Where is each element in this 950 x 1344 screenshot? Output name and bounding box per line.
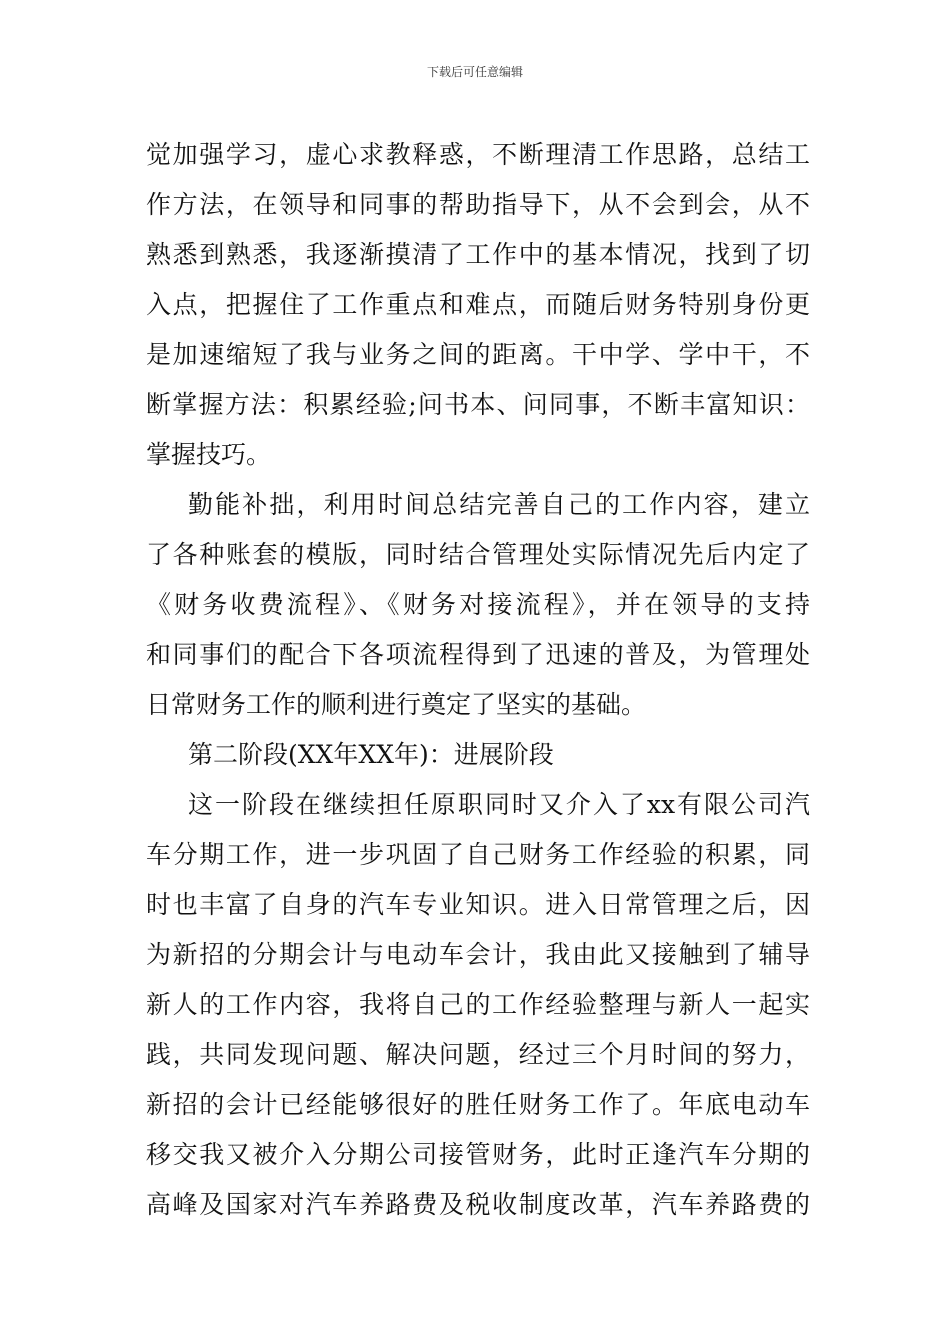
text-line: 车分期工作，进一步巩固了自己财务工作经验的积累，同 [146,840,810,869]
text-line: 践，共同发现问题、解决问题，经过三个月时间的努力， [146,1040,810,1069]
text-line: 掌握技巧。 [146,440,272,469]
text-line: 熟悉到熟悉，我逐渐摸清了工作中的基本情况，找到了切 [146,240,810,269]
text-line: 了各种账套的模版，同时结合管理处实际情况先后内定了 [146,540,810,569]
text-line: 高峰及国家对汽车养路费及税收制度改革，汽车养路费的 [146,1190,810,1219]
text-line: 勤能补拙，利用时间总结完善自己的工作内容，建立 [188,490,810,519]
text-line: 日常财务工作的顺利进行奠定了坚实的基础。 [146,690,647,719]
text-line: 新人的工作内容，我将自己的工作经验整理与新人一起实 [146,990,810,1019]
text-line: 新招的会计已经能够很好的胜任财务工作了。年底电动车 [146,1090,810,1119]
text-line: 入点，把握住了工作重点和难点，而随后财务特别身份更 [146,290,810,319]
document-body [146,130,810,1230]
text-line: 觉加强学习，虚心求教释惑，不断理清工作思路，总结工 [146,140,810,169]
text-line: 作方法，在领导和同事的帮助指导下，从不会到会，从不 [146,190,810,219]
text-line: 断掌握方法：积累经验;问书本、问同事，不断丰富知识： [146,390,810,419]
text-line: 时也丰富了自身的汽车专业知识。进入日常管理之后，因 [146,890,810,919]
text-line: 第二阶段(XX年XX年)：进展阶段 [188,740,554,769]
text-line: 为新招的分期会计与电动车会计，我由此又接触到了辅导 [146,940,810,969]
text-line: 和同事们的配合下各项流程得到了迅速的普及，为管理处 [146,640,810,669]
page-header-note: 下载后可任意编辑 [426,65,523,79]
text-line: 是加速缩短了我与业务之间的距离。干中学、学中干，不 [146,340,810,369]
text-line: 《财务收费流程》、《财务对接流程》，并在领导的支持 [146,590,810,619]
text-line: 这一阶段在继续担任原职同时又介入了xx有限公司汽 [188,790,810,819]
text-line: 移交我又被介入分期公司接管财务，此时正逢汽车分期的 [146,1140,810,1169]
